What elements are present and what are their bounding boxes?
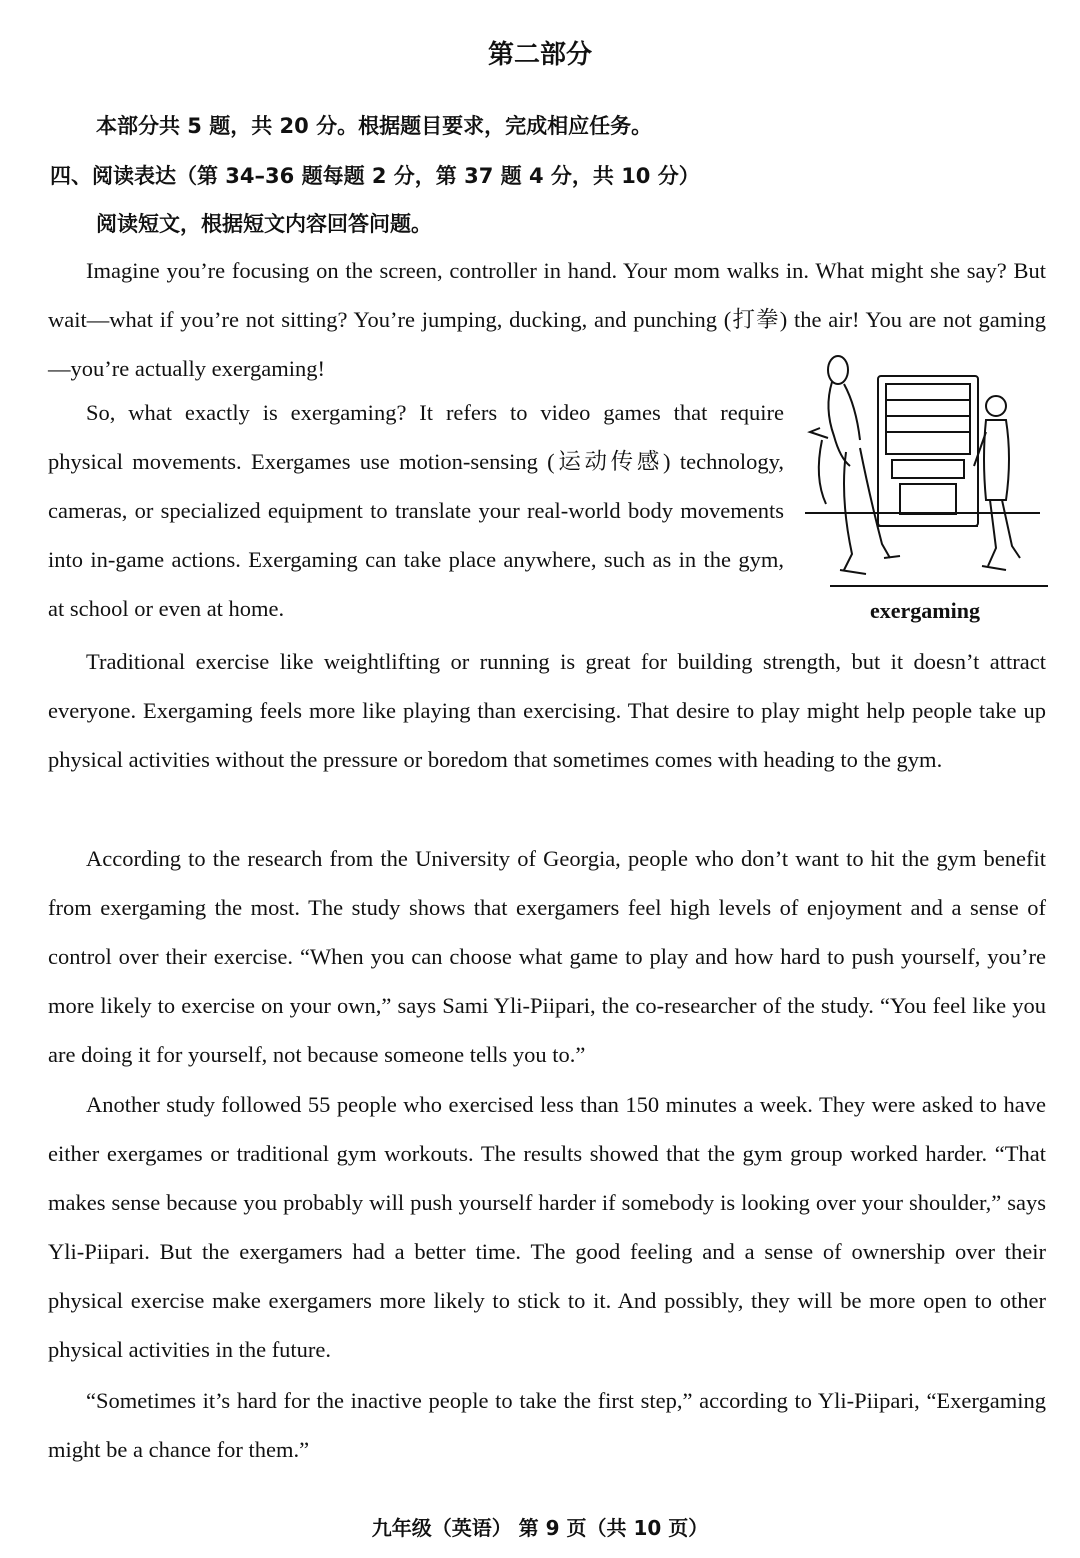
section-heading: 四、阅读表达（第 34–36 题每题 2 分，第 37 题 4 分，共 10 分） [50, 164, 700, 188]
paragraph-1: Imagine you’re focusing on the screen, controller in hand. Your mom walks in. What might she say? But wait—what if you’re not sitting? You’re jumping, ducking, and punching (打拳) the air! You are not gaming—you’re actually exergaming! [48, 258, 1046, 381]
figure-caption: exergaming [870, 598, 980, 623]
part-instructions: 本部分共 5 题，共 20 分。根据题目要求，完成相应任务。 [96, 114, 653, 138]
reading-instruction: 阅读短文，根据短文内容回答问题。 [96, 212, 432, 236]
page-footer: 九年级（英语） 第 9 页（共 10 页） [371, 1516, 709, 1540]
exergaming-drawing [800, 348, 1050, 593]
paragraph-4: According to the research from the University of Georgia, people who don’t want to hit the gym benefit from exergaming the most. The study shows that exergamers feel high levels of enjoyment and a sense of control over their exercise. “When you can choose what game to play and how hard to push yourself, you’re more likely to exercise on your own,” says Sami Yli-Piipari, the co-researcher of the study. “You feel like you are doing it for yourself, not because someone tells you to.” [48, 846, 1046, 1067]
part-title: 第二部分 [487, 40, 592, 70]
paragraph-3: Traditional exercise like weightlifting or running is great for building strength, but it doesn’t attract everyone. Exergaming feels more like playing than exercising. That desire to play might help people take up physical activities without the pressure or boredom that sometimes comes with heading to the gym. [48, 649, 1046, 772]
exergaming-illustration [800, 348, 1050, 636]
paragraph-6: “Sometimes it’s hard for the inactive people to take the first step,” according to Yli-Piipari, “Exergaming might be a chance for them.” [48, 1388, 1046, 1462]
paragraph-5: Another study followed 55 people who exercised less than 150 minutes a week. They were asked to have either exergames or traditional gym workouts. The results showed that the gym group worked harder. “That makes sense because you probably will push yourself harder if somebody is looking over your shoulder,” says Yli-Piipari. But the exergamers had a better time. The good feeling and a sense of ownership over their physical exercise make exergamers more likely to stick to it. And possibly, they will be more open to other physical activities in the future. [48, 1092, 1046, 1362]
paragraph-2: So, what exactly is exergaming? It refers to video games that require physical movements. Exergames use motion-sensing (运动传感) technology, cameras, or specialized equipment to translate your real-world body movements into in-game actions. Exergaming can take place anywhere, such as in the gym, at school or even at home. [48, 400, 784, 621]
